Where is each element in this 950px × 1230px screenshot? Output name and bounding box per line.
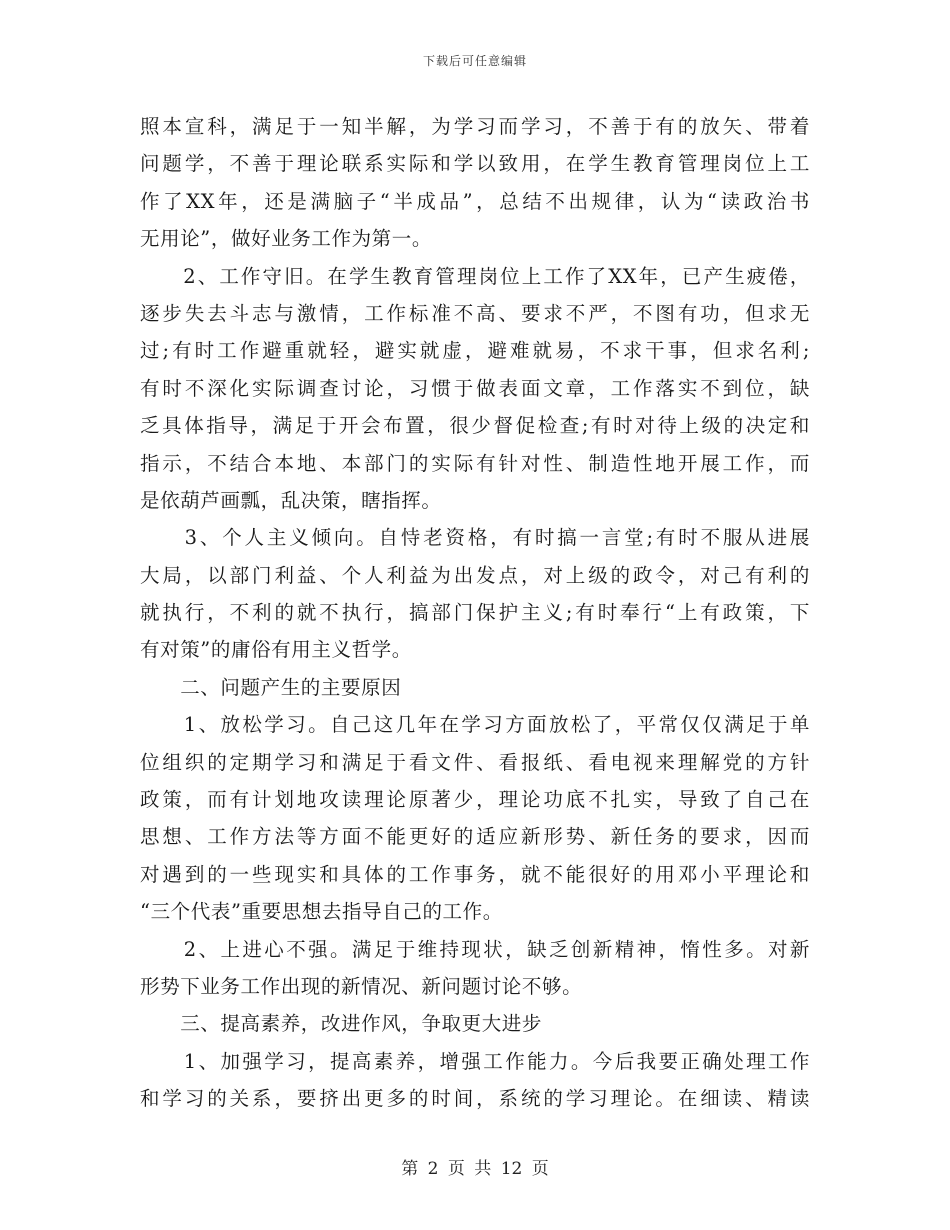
text-line: 二、问题产生的主要原因 (140, 675, 402, 699)
text-line: 有时不深化实际调查讨论，习惯于做表面文章，工作落实不到位，缺 (140, 376, 810, 400)
text-line: 政策，而有计划地攻读理论原著少，理论功底不扎实，导致了自己在 (140, 788, 810, 812)
text-line: “三个代表”重要思想去指导自己的工作。 (140, 900, 503, 924)
text-line: 对遇到的一些现实和具体的工作事务，就不能很好的用邓小平理论和 (140, 862, 810, 886)
text-line: 逐步失去斗志与激情，工作标准不高、要求不严，不图有功，但求无 (140, 301, 810, 325)
text-line: 指示，不结合本地、本部门的实际有针对性、制造性地开展工作，而 (140, 451, 810, 475)
text-line: 形势下业务工作出现的新情况、新问题讨论不够。 (140, 974, 583, 998)
page-number: 第 2 页 共 12 页 (401, 1159, 549, 1179)
text-line: 3、个人主义倾向。自恃老资格，有时搞一言堂;有时不服从进展 (140, 526, 810, 550)
text-line: 1、放松学习。自己这几年在学习方面放松了，平常仅仅满足于单 (140, 713, 810, 737)
text-line: 1、加强学习，提高素养，增强工作能力。今后我要正确处理工作 (140, 1049, 810, 1073)
text-line: 就执行，不利的就不执行，搞部门保护主义;有时奉行“上有政策，下 (140, 601, 810, 625)
text-line: 位组织的定期学习和满足于看文件、看报纸、看电视来理解党的方针 (140, 750, 810, 774)
text-line: 作了XX年，还是满脑子“半成品”，总结不出规律，认为“读政治书 (140, 189, 810, 213)
text-line: 是依葫芦画瓢，乱决策，瞎指挥。 (140, 488, 442, 512)
text-line: 大局，以部门利益、个人利益为出发点，对上级的政令，对己有利的 (140, 563, 810, 587)
text-line: 三、提高素养，改进作风，争取更大进步 (140, 1012, 543, 1036)
text-line: 照本宣科，满足于一知半解，为学习而学习，不善于有的放矢、带着 (140, 115, 810, 138)
text-line: 2、工作守旧。在学生教育管理岗位上工作了XX年，已产生疲倦， (140, 264, 810, 288)
text-line: 无用论”，做好业务工作为第一。 (140, 227, 432, 251)
text-line: 乏具体指导，满足于开会布置，很少督促检查;有时对待上级的决定和 (140, 414, 810, 438)
page-header: 下载后可任意编辑 (422, 54, 527, 68)
text-line: 思想、工作方法等方面不能更好的适应新形势、新任务的要求，因而 (140, 825, 810, 849)
text-line: 和学习的关系，要挤出更多的时间，系统的学习理论。在细读、精读 (140, 1087, 810, 1111)
text-line: 问题学，不善于理论联系实际和学以致用，在学生教育管理岗位上工 (140, 152, 810, 176)
text-line: 过;有时工作避重就轻，避实就虚，避难就易，不求干事，但求名利; (140, 339, 810, 363)
document-body (140, 108, 810, 1118)
text-line: 有对策”的庸俗有用主义哲学。 (140, 638, 412, 662)
text-line: 2、上进心不强。满足于维持现状，缺乏创新精神，惰性多。对新 (140, 937, 810, 961)
